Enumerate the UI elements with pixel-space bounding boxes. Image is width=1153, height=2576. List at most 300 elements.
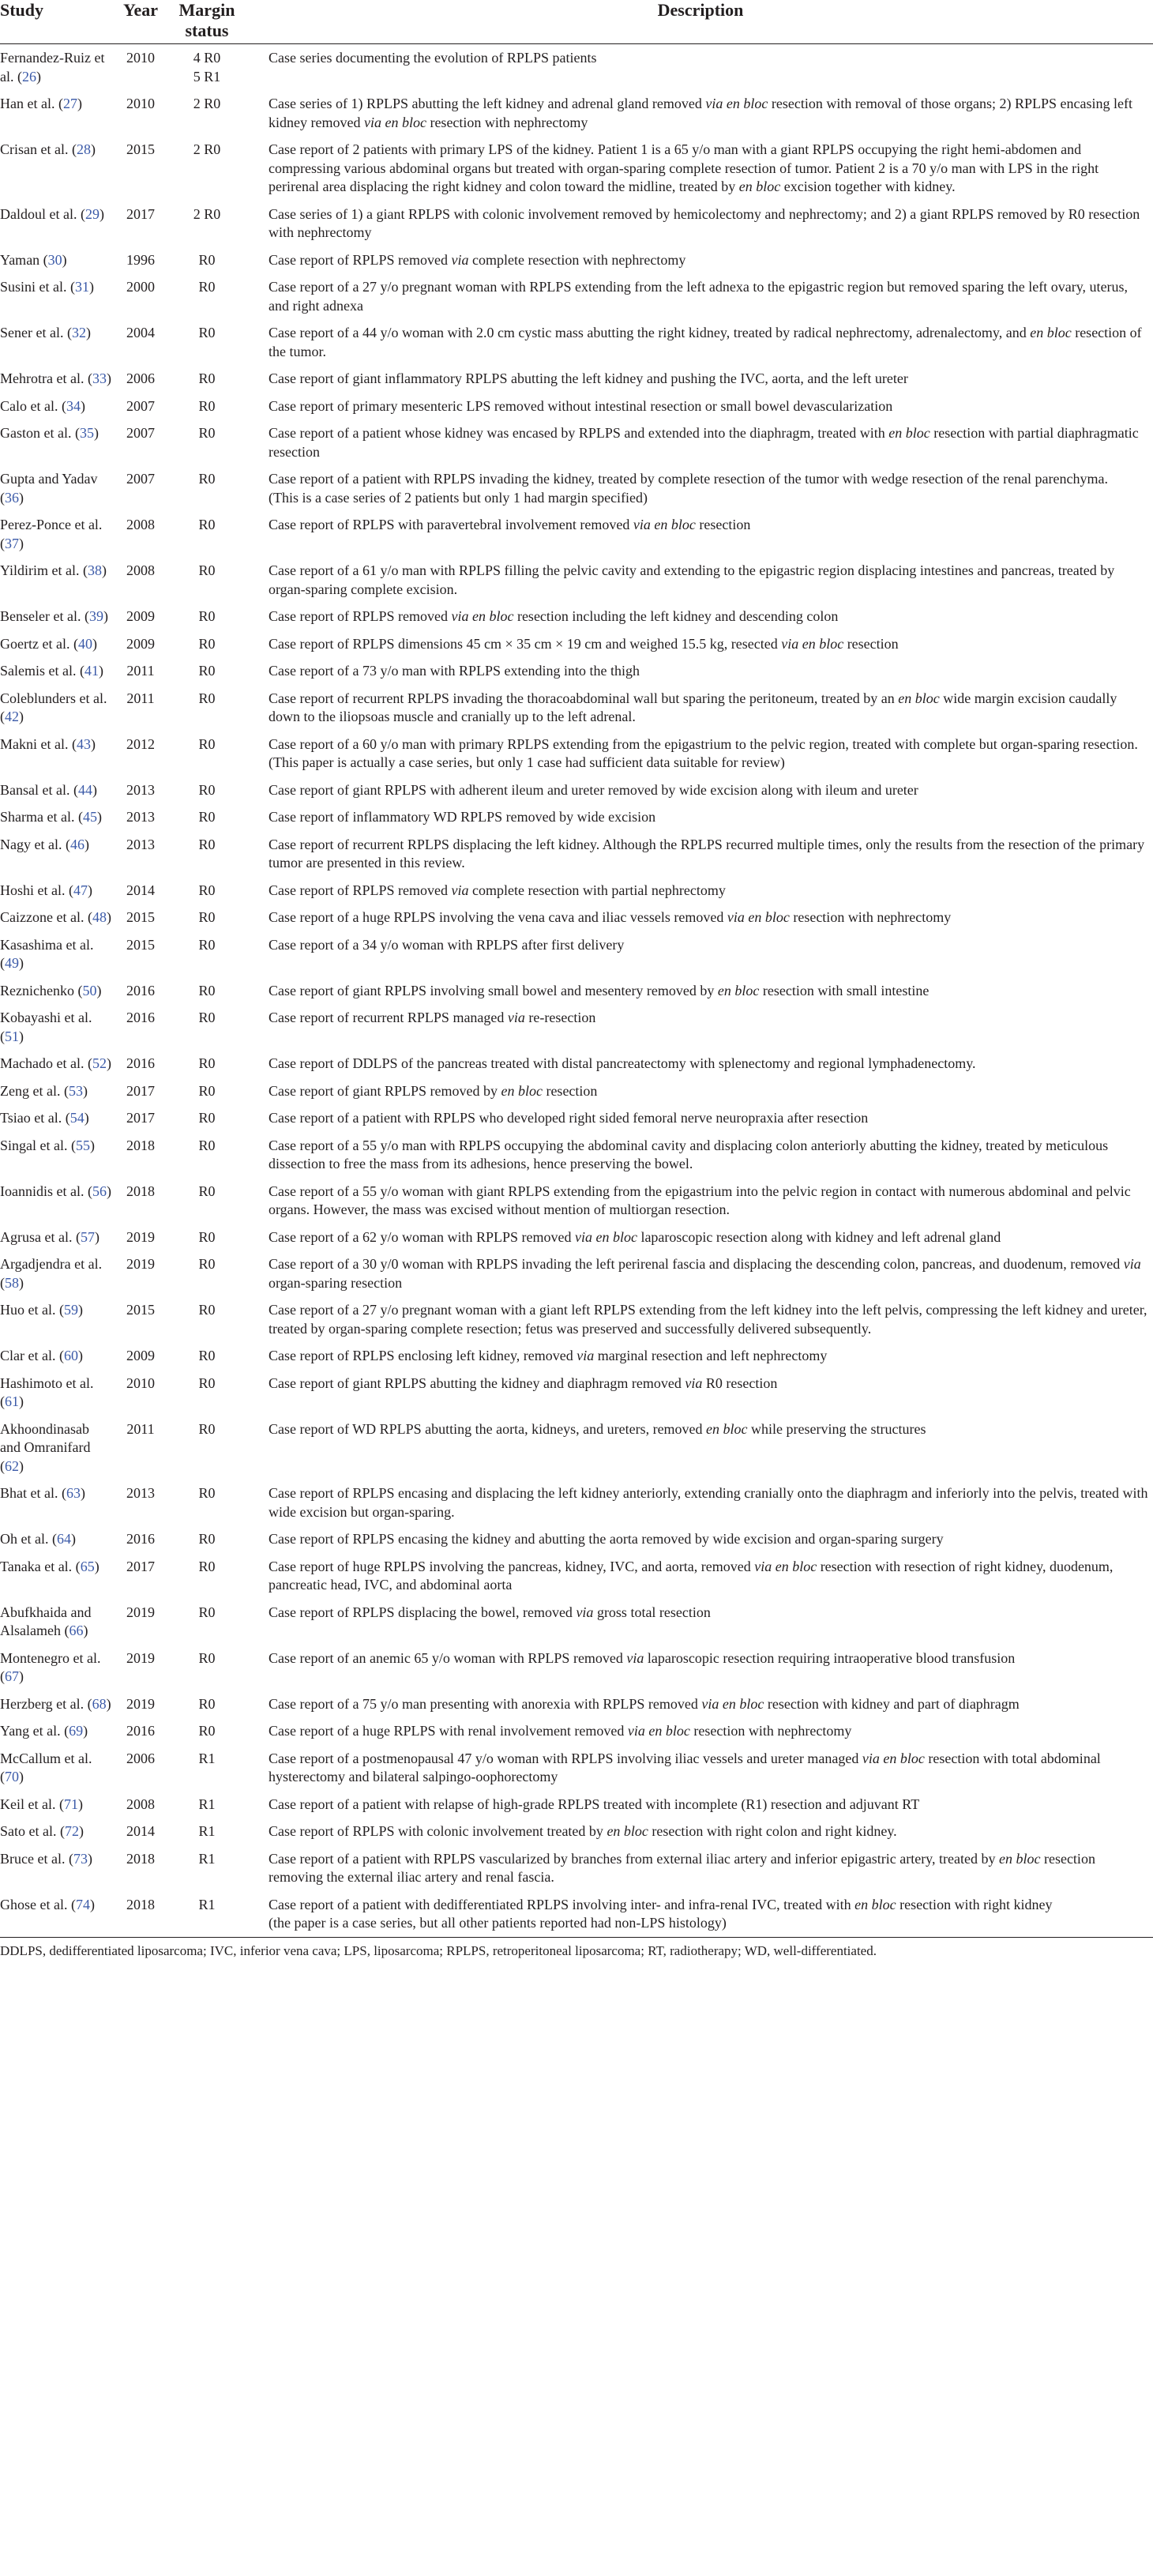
reference-link[interactable]: 53 [68,1082,83,1099]
study-cell [0,1891,115,1938]
margin-status-cell: R0 [198,882,216,898]
margin-status-cell: R0 [198,370,216,386]
reference-close: ) [19,1668,24,1684]
table-row [0,630,1153,658]
reference-link[interactable]: 45 [82,809,97,825]
margin-status-cell: R0 [198,397,216,414]
study-name: Ioannidis et al. ( [0,1183,92,1199]
study-cell [0,1296,115,1342]
study-cell [0,1224,115,1251]
margin-status-cell: R0 [198,982,216,998]
description-cell: Case report of RPLPS removed via complete resection with nephrectomy [269,251,686,268]
margin-status-cell: R0 [198,1531,216,1547]
reference-close: ) [89,279,94,295]
year-cell: 2006 [126,1750,155,1766]
year-cell: 2015 [126,909,155,925]
study-cell [0,1132,115,1178]
study-name: McCallum et al. ( [0,1750,92,1784]
study-name: Abufkhaida and Alsalameh ( [0,1604,92,1638]
description-cell: Case report of a 62 y/o woman with RPLPS removed via en bloc laparoscopic resection along with kidney and left adrenal gland [269,1228,1001,1245]
reference-close: ) [98,663,103,679]
reference-link[interactable]: 43 [76,735,91,752]
study-name: Clar et al. ( [0,1348,64,1363]
reference-link[interactable]: 40 [77,635,92,652]
reference-close: ) [83,1723,88,1739]
reference-link[interactable]: 69 [69,1723,84,1739]
table-row [0,1342,1153,1370]
reference-link[interactable]: 74 [75,1896,90,1912]
study-name: Singal et al. ( [0,1137,76,1153]
table-row [0,685,1153,731]
margin-status-cell: R0 [198,936,216,953]
table-row [0,831,1153,877]
year-cell: 2018 [126,1850,155,1867]
study-name: Mehrotra et al. ( [0,370,92,386]
description-cell: Case report of 2 patients with primary LPS of the kidney. Patient 1 is a 65 y/o man with a giant RPLPS occupying the right hemi-abdomen and compressing various abdominal organs but treated with organ-sparing complete resection of tumor. Patient 2 is a 70 y/o man with LPS in the right perirenal area displacing the right kidney and colon toward the midline, treated by en bloc excision together with kidney. [269,141,1099,194]
margin-status-cell: R0 [198,1256,216,1272]
table-row [0,931,1153,977]
description-cell: Case report of a 44 y/o woman with 2.0 cm cystic mass abutting the right kidney, treated by radical nephrectomy, adrenalectomy, and en bloc resection of the tumor. [269,325,1142,359]
study-cell [0,1525,115,1553]
reference-close: ) [78,1823,84,1839]
margin-status-cell: R0 [198,1485,216,1501]
reference-close: ) [77,1302,83,1318]
study-cell [0,365,115,393]
study-cell [0,1050,115,1077]
reference-close: ) [77,1348,83,1363]
reference-link[interactable]: 49 [5,955,19,971]
study-cell [0,1690,115,1718]
description-cell: Case report of RPLPS with colonic involvement treated by en bloc resection with right colon and right kidney. [269,1823,897,1839]
margin-status-cell: R0 [198,1348,216,1363]
study-cell [0,1599,115,1645]
table-row [0,1717,1153,1745]
reference-link[interactable]: 36 [5,489,19,506]
description-cell: Case report of a postmenopausal 47 y/o woman with RPLPS involving iliac vessels and ureter managed via en bloc resection with total abdominal hysterectomy and bilateral salpingo-oophorectomy [269,1750,1101,1784]
study-name: Gaston et al. ( [0,425,80,441]
margin-status-cell: R0 [198,1082,216,1099]
study-name: Sharma et al. ( [0,809,83,825]
study-name: Hashimoto et al. ( [0,1374,94,1409]
study-name: Calo et al. ( [0,397,66,414]
study-cell [0,465,115,511]
reference-close: ) [94,1228,100,1245]
study-cell [0,1845,115,1891]
reference-link[interactable]: 62 [5,1457,19,1474]
margin-status-cell: R0 [198,635,216,652]
study-name: Crisan et al. ( [0,141,77,157]
margin-status-cell: R0 [198,251,216,268]
margin-status-cell: R0 [198,1649,216,1666]
study-name: Zeng et al. ( [0,1082,69,1099]
study-cell [0,273,115,319]
margin-status-cell: R1 [198,1823,216,1839]
reference-close: ) [85,325,91,340]
year-cell: 2013 [126,836,155,852]
year-cell: 2008 [126,562,155,578]
year-cell: 2018 [126,1137,155,1153]
table-row [0,1224,1153,1251]
reference-close: ) [19,709,24,724]
year-cell: 2009 [126,1348,155,1363]
year-cell: 2017 [126,1082,155,1099]
reference-link[interactable]: 32 [71,325,86,340]
margin-status-cell: R1 [198,1796,216,1812]
margin-status-cell: 2 R0 [193,141,221,157]
description-cell: Case report of giant RPLPS abutting the kidney and diaphragm removed via R0 resection [269,1374,778,1391]
study-name: Nagy et al. ( [0,836,70,852]
reference-link[interactable]: 57 [80,1228,95,1245]
study-name: Bansal et al. ( [0,781,78,798]
year-cell: 2017 [126,205,155,222]
description-cell: Case report of a 34 y/o woman with RPLPS after first delivery [269,936,625,953]
description-cell: Case report of a huge RPLPS with renal involvement removed via en bloc resection with nephrectomy [269,1723,852,1739]
reference-link[interactable]: 56 [92,1183,107,1199]
study-name: Bhat et al. ( [0,1485,66,1501]
year-cell: 2008 [126,517,155,532]
header-study: Study [0,0,115,44]
study-name: Sato et al. ( [0,1823,65,1839]
study-cell [0,393,115,420]
year-cell: 2010 [126,1374,155,1391]
study-cell [0,246,115,274]
description-cell: Case report of a 30 y/0 woman with RPLPS invading the left perirenal fascia and displacing the descending colon, pancreas, and duodenum, removed via organ-sparing resection [269,1256,1141,1291]
year-cell: 2019 [126,1695,155,1712]
study-name: Fernandez-Ruiz et al. ( [0,50,105,85]
margin-status-cell: R0 [198,1302,216,1318]
description-cell: Case report of DDLPS of the pancreas treated with distal pancreatectomy with splenectomy and regional lymphadenectomy. [269,1055,976,1071]
study-cell [0,1791,115,1818]
year-cell: 2012 [126,735,155,752]
reference-link[interactable]: 31 [75,279,89,295]
study-name: Akhoondinasab and Omranifard ( [0,1420,91,1474]
description-cell: Case report of RPLPS encasing the kidney and abutting the aorta removed by wide excision and organ-sparing surgery [269,1531,944,1547]
study-name: Argadjendra et al. ( [0,1256,103,1291]
margin-status-cell: R1 [198,1850,216,1867]
reference-link[interactable]: 46 [69,836,85,852]
reference-link[interactable]: 44 [77,781,92,798]
description-cell: Case report of RPLPS removed via complete resection with partial nephrectomy [269,882,726,898]
table-row [0,1599,1153,1645]
margin-status-cell: R0 [198,562,216,578]
margin-status-cell: R0 [198,1110,216,1126]
reference-link[interactable]: 42 [5,709,19,724]
margin-status-cell: R0 [198,325,216,340]
year-cell: 2007 [126,397,155,414]
table-row [0,1104,1153,1132]
reference-link[interactable]: 55 [75,1137,90,1153]
study-cell [0,557,115,603]
study-name: Coleblunders et al. ( [0,690,107,724]
year-cell: 2009 [126,608,155,624]
study-cell [0,201,115,246]
study-name: Reznichenko ( [0,982,83,998]
footnote-row [0,1937,1153,1960]
margin-status-cell: R1 [198,1750,216,1766]
margin-status-cell: R0 [198,1723,216,1739]
reference-link[interactable]: 33 [92,370,107,386]
study-name: Kobayashi et al. ( [0,1010,92,1044]
reference-close: ) [87,1850,92,1867]
reference-link[interactable]: 34 [66,397,81,414]
reference-link[interactable]: 35 [79,425,94,441]
margin-status-cell: R0 [198,1137,216,1153]
margin-status-cell: R0 [198,690,216,706]
study-name: Huo et al. ( [0,1302,64,1318]
table-row [0,365,1153,393]
year-cell: 2008 [126,1796,155,1812]
study-cell [0,877,115,904]
reference-close: ) [77,96,82,111]
description-cell: Case report of a 27 y/o pregnant woman with a giant left RPLPS extending from the left kidney into the left pelvis, compressing the left kidney and ureter, treated by organ-sparing complete resection; fetus was preserved and successfully delivered subsequently. [269,1302,1147,1337]
margin-status-cell: R0 [198,1183,216,1199]
table-row [0,1416,1153,1480]
reference-link[interactable]: 70 [5,1769,19,1784]
reference-link[interactable]: 37 [5,535,19,551]
margin-status-cell: 2 R0 [193,205,221,222]
study-cell [0,1480,115,1525]
table-row [0,1178,1153,1224]
margin-status-cell: R0 [198,471,216,487]
study-cell [0,1342,115,1370]
study-name: Yaman ( [0,251,48,268]
table-row [0,136,1153,201]
year-cell: 2014 [126,1823,155,1839]
reference-close: ) [36,68,41,85]
reference-close: ) [87,882,92,898]
margin-status-cell: R0 [198,1695,216,1712]
reference-link[interactable]: 38 [87,562,102,578]
margin-status-cell: R0 [198,425,216,441]
table-row [0,904,1153,931]
reference-link[interactable]: 54 [69,1110,85,1126]
study-name: Daldoul et al. ( [0,205,85,222]
description-cell: Case report of a patient with RPLPS who developed right sided femoral nerve neuropraxia after resection [269,1110,869,1126]
year-cell: 2019 [126,1604,155,1620]
description-cell: Case report of recurrent RPLPS invading the thoracoabdominal wall but sparing the peritoneum, treated by an en bloc wide margin excision caudally down to the iliopsoas muscle and cranially up to the left adrenal. [269,690,1117,724]
year-cell: 2015 [126,936,155,953]
reference-link[interactable]: 65 [80,1558,95,1574]
year-cell: 2019 [126,1649,155,1666]
reference-close: ) [19,1457,24,1474]
margin-status-cell: R0 [198,836,216,852]
table-row [0,1818,1153,1845]
reference-link[interactable]: 29 [85,205,100,222]
reference-link[interactable]: 61 [5,1393,19,1409]
table-row [0,1004,1153,1050]
study-name: Yildirim et al. ( [0,562,88,578]
table-row [0,777,1153,804]
year-cell: 2015 [126,1302,155,1318]
study-cell [0,319,115,365]
margin-status-cell: R0 [198,735,216,752]
description-cell: Case report of huge RPLPS involving the pancreas, kidney, IVC, and aorta, removed via en bloc resection with resection of right kidney, duodenum, pancreatic head, IVC, and abdominal aorta [269,1558,1114,1593]
reference-link[interactable]: 66 [69,1623,84,1638]
reference-link[interactable]: 73 [73,1850,88,1867]
reference-close: ) [106,1055,111,1071]
table-row [0,393,1153,420]
reference-close: ) [106,1695,111,1712]
reference-link[interactable]: 58 [5,1274,19,1291]
description-cell: Case series of 1) RPLPS abutting the left kidney and adrenal gland removed via en bloc resection with removal of those organs; 2) RPLPS encasing left kidney removed via en bloc resection with nephrectomy [269,96,1132,130]
year-cell: 1996 [126,251,155,268]
reference-link[interactable]: 50 [82,982,97,998]
study-cell [0,831,115,877]
footnote: DDLPS, dedifferentiated liposarcoma; IVC, inferior vena cava; LPS, liposarcoma; RPLPS, retroperitoneal liposarcoma; RT, radiotherapy; WD, well-differentiated. [0,1937,1153,1960]
reference-close: ) [89,1137,95,1153]
reference-link[interactable]: 48 [92,909,107,925]
study-name: Han et al. ( [0,96,63,111]
description-cell: Case report of a patient with RPLPS vascularized by branches from external iliac artery and inferior epigastric artery, treated by en bloc resection removing the external iliac artery and renal fascia. [269,1850,1095,1885]
study-cell [0,90,115,136]
reference-link[interactable]: 39 [88,608,103,624]
year-cell: 2009 [126,635,155,652]
reference-link[interactable]: 28 [76,141,91,157]
study-cell [0,1077,115,1105]
study-cell [0,1370,115,1416]
study-cell [0,136,115,201]
description-cell: Case report of inflammatory WD RPLPS removed by wide excision [269,809,656,825]
description-cell: Case report of recurrent RPLPS displacing the left kidney. Although the RPLPS recurred multiple times, only the results from the resection of the primary tumor are presented in this review. [269,836,1145,871]
reference-link[interactable]: 63 [66,1485,81,1501]
description-cell: Case report of giant RPLPS removed by en bloc resection [269,1082,598,1099]
table-row [0,273,1153,319]
description-cell: Case report of a patient with relapse of high-grade RPLPS treated with incomplete (R1) resection and adjuvant RT [269,1796,920,1812]
reference-close: ) [19,1769,24,1784]
study-name: Goertz et al. ( [0,635,78,652]
reference-link[interactable]: 47 [73,882,88,898]
study-name: Kasashima et al. ( [0,936,94,971]
study-name: Machado et al. ( [0,1055,92,1071]
reference-close: ) [94,1558,100,1574]
description-cell: Case report of a 73 y/o man with RPLPS extending into the thigh [269,663,640,679]
reference-close: ) [19,1028,24,1044]
description-cell: Case report of a 55 y/o woman with giant RPLPS extending from the epigastrium into the pelvic region in contact with numerous abdominal and pelvic organs. However, the mass was excised without mention of multiorgan resection. [269,1183,1131,1217]
reference-close: ) [19,489,24,506]
table-row [0,877,1153,904]
table-row [0,90,1153,136]
year-cell: 2016 [126,1055,155,1071]
reference-close: ) [92,635,97,652]
study-cell [0,419,115,465]
year-cell: 2013 [126,809,155,825]
reference-close: ) [84,836,89,852]
year-cell: 2011 [126,690,155,706]
table-row [0,1077,1153,1105]
description-cell: Case report of giant inflammatory RPLPS abutting the left kidney and pushing the IVC, aorta, and the left ureter [269,370,908,386]
year-cell: 2016 [126,1531,155,1547]
study-name: Oh et al. ( [0,1531,57,1547]
study-name: Tsiao et al. ( [0,1110,70,1126]
reference-link[interactable]: 52 [92,1055,107,1071]
table-row [0,1791,1153,1818]
table-row [0,1296,1153,1342]
study-cell [0,1818,115,1845]
study-cell [0,1717,115,1745]
description-cell: Case report of a 55 y/o man with RPLPS occupying the abdominal cavity and displacing colon anteriorly abutting the kidney, treated by meticulous dissection to free the mass from its adhesions, hence preserving the bowel. [269,1137,1109,1171]
description-cell: Case report of RPLPS displacing the bowel, removed via gross total resection [269,1604,711,1620]
margin-status-cell: 2 R0 [193,96,221,111]
reference-close: ) [106,1183,111,1199]
reference-link[interactable]: 68 [92,1695,107,1712]
study-name: Bruce et al. ( [0,1850,73,1867]
year-cell: 2018 [126,1896,155,1912]
year-cell: 2014 [126,882,155,898]
study-cell [0,904,115,931]
reference-close: ) [90,141,96,157]
description-cell: Case series documenting the evolution of RPLPS patients [269,50,597,66]
study-cell [0,44,115,91]
reference-link[interactable]: 64 [56,1531,71,1547]
study-cell [0,603,115,630]
study-name: Perez-Ponce et al. ( [0,517,103,551]
study-cell [0,1250,115,1296]
reference-link[interactable]: 72 [64,1823,79,1839]
description-cell: Case report of a patient whose kidney was encased by RPLPS and extended into the diaphragm, treated with en bloc resection with partial diaphragmatic resection [269,425,1139,460]
table-row [0,511,1153,557]
margin-status-cell: R0 [198,1010,216,1025]
description-cell: Case report of a patient with RPLPS invading the kidney, treated by complete resection of the tumor with wedge resection of the renal parenchyma. (This is a case series of 2 patients but only 1 had margin specified) [269,471,1109,506]
table-row [0,44,1153,91]
reference-link[interactable]: 67 [5,1668,19,1684]
reference-link[interactable]: 41 [84,663,99,679]
reference-link[interactable]: 60 [63,1348,78,1363]
description-cell: Case report of RPLPS removed via en bloc resection including the left kidney and descending colon [269,608,839,624]
study-name: Montenegro et al. ( [0,1649,101,1684]
study-cell [0,657,115,685]
reference-close: ) [82,1082,88,1099]
year-cell: 2010 [126,96,155,111]
reference-close: ) [96,809,102,825]
year-cell: 2019 [126,1228,155,1245]
margin-status-cell: R0 [198,909,216,925]
table-row [0,1050,1153,1077]
year-cell: 2007 [126,471,155,487]
margin-status-cell: R0 [198,279,216,295]
reference-link[interactable]: 30 [47,251,62,268]
description-cell: Case report of a huge RPLPS involving the vena cava and iliac vessels removed via en bloc resection with nephrectomy [269,909,952,925]
margin-status-cell: R0 [198,517,216,532]
year-cell: 2006 [126,370,155,386]
reference-link[interactable]: 51 [5,1028,19,1044]
study-name: Caizzone et al. ( [0,909,92,925]
table-row [0,1845,1153,1891]
table-row [0,1891,1153,1938]
description-cell: Case report of an anemic 65 y/o woman with RPLPS removed via laparoscopic resection requiring intraoperative blood transfusion [269,1649,1016,1666]
reference-link[interactable]: 59 [63,1302,78,1318]
year-cell: 2018 [126,1183,155,1199]
study-cell [0,511,115,557]
reference-close: ) [106,370,111,386]
description-cell: Case report of RPLPS with paravertebral involvement removed via en bloc resection [269,517,751,532]
reference-close: ) [19,1274,24,1291]
margin-status-cell: R0 [198,1228,216,1245]
table-row [0,977,1153,1005]
reference-close: ) [101,562,107,578]
reference-link[interactable]: 71 [63,1796,78,1812]
year-cell: 2013 [126,1485,155,1501]
table-row [0,1250,1153,1296]
study-name: Keil et al. ( [0,1796,64,1812]
description-cell: Case report of a 75 y/o man presenting with anorexia with RPLPS removed via en bloc resection with kidney and part of diaphragm [269,1695,1020,1712]
table-row [0,731,1153,777]
study-name: Ghose et al. ( [0,1896,76,1912]
reference-link[interactable]: 27 [62,96,77,111]
year-cell: 2011 [126,1420,155,1437]
reference-link[interactable]: 26 [21,68,36,85]
description-cell: Case report of RPLPS enclosing left kidney, removed via marginal resection and left nephrectomy [269,1348,828,1363]
table-row [0,657,1153,685]
